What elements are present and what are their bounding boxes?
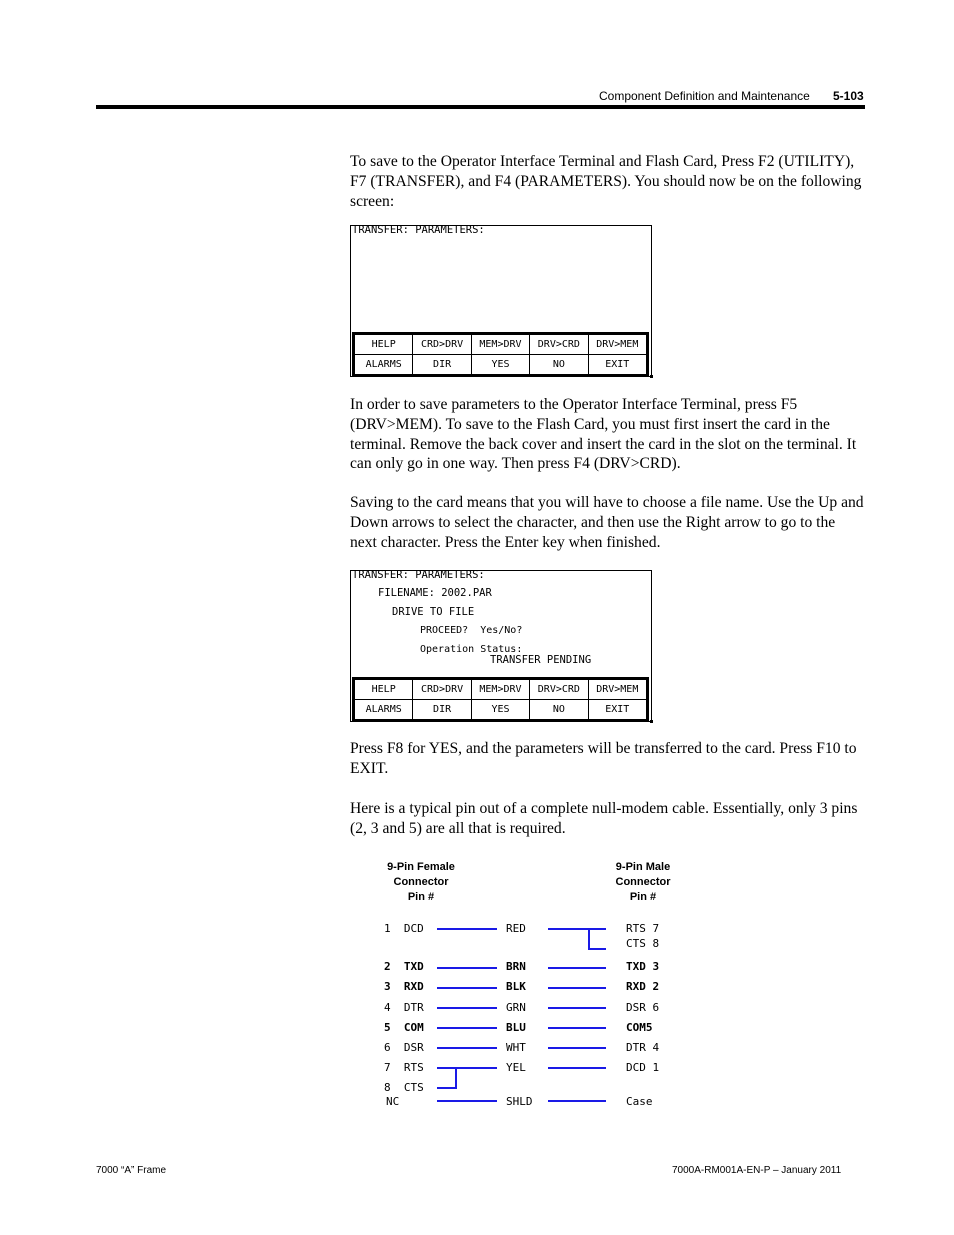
pin-right-4: DSR 6 <box>626 1001 660 1014</box>
pin-left-nc: NC <box>386 1095 400 1108</box>
pin-left-2: 2 TXD <box>384 960 424 973</box>
pin-left-5: 5 COM <box>384 1021 424 1034</box>
wire-line <box>548 987 606 989</box>
fkey-dir: DIR <box>413 355 471 375</box>
fkey-help: HELP <box>355 335 413 355</box>
wire-color-3: BLK <box>506 980 526 993</box>
paragraph-confirm: Press F8 for YES, and the parameters will be transferred to the card. Press F10 to EXIT. <box>350 740 857 777</box>
wire-color-1: RED <box>506 922 526 935</box>
wire-line <box>437 987 497 989</box>
pin-right-2: TXD 3 <box>626 960 660 973</box>
wire-line <box>548 1007 606 1009</box>
fkey-drv-mem: DRV>MEM <box>588 680 646 700</box>
fkey-mem-drv: MEM>DRV <box>471 335 529 355</box>
jumper-line <box>437 1087 457 1089</box>
fkey-yes: YES <box>471 355 529 375</box>
pin-left-4: 4 DTR <box>384 1001 424 1014</box>
wire-line <box>548 1047 606 1049</box>
fkey-mem-drv: MEM>DRV <box>471 680 529 700</box>
wire-line <box>437 1067 497 1069</box>
wire-line <box>437 1047 497 1049</box>
paragraph-save-instructions: In order to save parameters to the Operator Interface Terminal, press F5 (DRV>MEM). To save to the Flash Card, you must first insert the card in the terminal. Remove the back cover and insert the card in the slot on the terminal. It can only go in one way. Then press F4 (DRV>CRD). <box>350 396 857 473</box>
fkey-exit: EXIT <box>588 355 646 375</box>
fkey-drv-crd: DRV>CRD <box>530 335 588 355</box>
screen-corner-mark <box>650 720 653 723</box>
pin-right-case: Case <box>626 1095 653 1108</box>
fkey-drv-mem: DRV>MEM <box>588 335 646 355</box>
wire-line <box>548 928 606 930</box>
wire-line <box>437 967 497 969</box>
function-key-bar <box>352 677 649 722</box>
fkey-no: NO <box>530 700 588 720</box>
function-key-bar <box>352 332 649 377</box>
jumper-line <box>588 928 590 950</box>
fkey-crd-drv: CRD>DRV <box>413 335 471 355</box>
wire-line <box>548 1027 606 1029</box>
wire-color-6: WHT <box>506 1041 526 1054</box>
jumper-line <box>588 948 606 950</box>
pin-right-5: COM5 <box>626 1021 653 1034</box>
fkey-alarms: ALARMS <box>355 355 413 375</box>
female-connector-heading: 9-Pin Female Connector Pin # <box>387 861 455 903</box>
paragraph-intro: To save to the Operator Interface Terminal and Flash Card, Press F2 (UTILITY), F7 (TRANSFER), and F4 (PARAMETERS). You should now be on the following screen: <box>350 153 862 210</box>
status-value: TRANSFER PENDING <box>490 654 592 666</box>
section-title: Component Definition and Maintenance <box>599 89 810 103</box>
wire-color-7: YEL <box>506 1061 526 1074</box>
fkey-yes: YES <box>471 700 529 720</box>
action-line: DRIVE TO FILE <box>392 606 475 618</box>
status-label: Operation Status: <box>420 644 523 655</box>
fkey-help: HELP <box>355 680 413 700</box>
pin-right-1: RTS 7 <box>626 922 660 935</box>
footer-left: 7000 “A” Frame <box>96 1165 167 1176</box>
terminal-screen-transfer-pending <box>350 570 652 722</box>
header-rule <box>96 105 865 109</box>
paragraph-file-name: Saving to the card means that you will have to choose a file name. Use the Up and Down arrows to select the character, and then use the Right arrow to go to the next character. Press the Enter key when finished. <box>350 494 864 551</box>
footer-right: 7000A-RM001A-EN-P – January 2011 <box>672 1165 842 1176</box>
pin-right-6: DTR 4 <box>626 1041 660 1054</box>
wire-line <box>437 1100 497 1102</box>
fkey-alarms: ALARMS <box>355 700 413 720</box>
pin-right-3: RXD 2 <box>626 980 660 993</box>
fkey-drv-crd: DRV>CRD <box>530 680 588 700</box>
pin-left-7: 7 RTS <box>384 1061 424 1074</box>
fkey-dir: DIR <box>413 700 471 720</box>
screen-title: TRANSFER: PARAMETERS: <box>352 224 485 236</box>
screen-corner-mark <box>650 375 653 378</box>
jumper-line <box>455 1067 457 1089</box>
null-modem-pinout-diagram <box>376 856 676 1116</box>
wire-line <box>548 1067 606 1069</box>
terminal-screen-transfer <box>350 225 652 377</box>
wire-line <box>437 928 497 930</box>
filename-line: FILENAME: 2002.PAR <box>378 587 492 599</box>
wire-color-5: BLU <box>506 1021 526 1034</box>
fkey-exit: EXIT <box>588 700 646 720</box>
pin-left-3: 3 RXD <box>384 980 424 993</box>
proceed-prompt: PROCEED? Yes/No? <box>420 625 523 636</box>
pin-left-1: 1 DCD <box>384 922 424 935</box>
pin-left-6: 6 DSR <box>384 1041 424 1054</box>
wire-line <box>437 1027 497 1029</box>
pin-right-1b: CTS 8 <box>626 937 660 950</box>
pin-right-7: DCD 1 <box>626 1061 660 1074</box>
pin-left-8: 8 CTS <box>384 1081 424 1094</box>
wire-color-shld: SHLD <box>506 1095 533 1108</box>
fkey-crd-drv: CRD>DRV <box>413 680 471 700</box>
screen-title: TRANSFER: PARAMETERS: <box>352 569 485 581</box>
wire-line <box>437 1007 497 1009</box>
fkey-no: NO <box>530 355 588 375</box>
wire-line <box>548 1100 606 1102</box>
paragraph-null-modem: Here is a typical pin out of a complete null-modem cable. Essentially, only 3 pins (2, 3 and 5) are all that is required. <box>350 800 858 837</box>
male-connector-heading: 9-Pin Male Connector Pin # <box>615 861 671 903</box>
wire-line <box>548 967 606 969</box>
page-number: 5-103 <box>833 89 864 103</box>
wire-color-2: BRN <box>506 960 526 973</box>
wire-color-4: GRN <box>506 1001 526 1014</box>
